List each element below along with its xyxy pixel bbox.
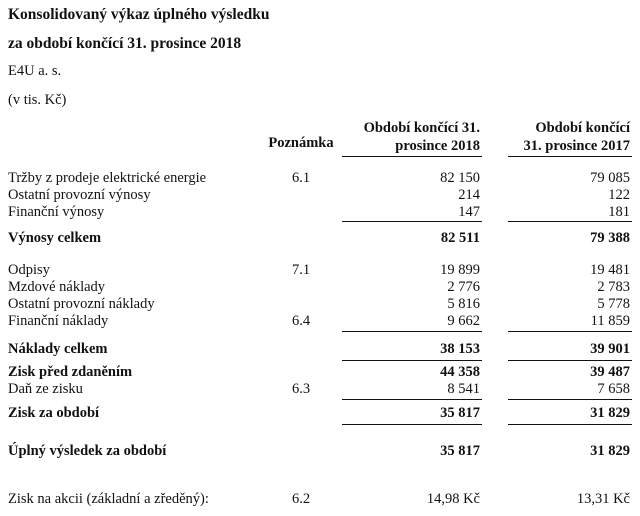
column-header-note: Poznámka	[268, 135, 334, 151]
row-label-comprehensive-income: Úplný výsledek za období	[8, 443, 167, 459]
row-value-2018: 14,98 Kč	[426, 491, 480, 507]
row-value-2018: 8 541	[447, 381, 480, 397]
subtotal-rule-2018	[342, 221, 482, 222]
company-name: E4U a. s.	[8, 63, 62, 79]
row-value-2017: 181	[608, 204, 630, 220]
row-value-2017: 122	[608, 187, 630, 203]
header-rule-2018	[342, 156, 482, 157]
subtotal-rule-2017	[508, 221, 632, 222]
row-label-revenue-electricity: Tržby z prodeje elektrické energie	[8, 170, 207, 186]
row-value-2018: 9 662	[447, 313, 480, 329]
row-label-depreciation: Odpisy	[8, 262, 50, 278]
row-note: 6.3	[291, 381, 311, 397]
row-value-2017: 5 778	[597, 296, 630, 312]
row-label-income-tax: Daň ze zisku	[8, 381, 83, 397]
row-note: 6.1	[291, 170, 311, 186]
subtotal-rule-2017	[508, 399, 632, 400]
subtotal-rule-2018	[342, 331, 482, 332]
row-value-2018: 44 358	[440, 364, 480, 380]
row-value-2018: 147	[458, 204, 480, 220]
row-value-2017: 39 487	[590, 364, 630, 380]
row-value-2018: 19 899	[440, 262, 480, 278]
row-note: 7.1	[291, 262, 311, 278]
row-value-2018: 82 511	[440, 230, 480, 246]
row-label-total-income: Výnosy celkem	[8, 230, 102, 246]
statement-period: za období končící 31. prosince 2018	[8, 35, 242, 52]
subtotal-rule-2018	[342, 399, 482, 400]
row-value-2017: 13,31 Kč	[576, 491, 630, 507]
row-value-2017: 39 901	[590, 341, 630, 357]
row-value-2017: 31 829	[590, 443, 630, 459]
subtotal-rule-2017	[508, 424, 632, 425]
row-value-2017: 2 783	[597, 279, 630, 295]
row-label-financial-income: Finanční výnosy	[8, 204, 105, 220]
statement-title: Konsolidovaný výkaz úplného výsledku	[8, 6, 270, 23]
row-note: 6.2	[291, 491, 311, 507]
row-label-earnings-per-share: Zisk na akcii (základní a zředěný):	[8, 491, 209, 507]
column-header-2017-line2: 31. prosince 2017	[523, 138, 630, 154]
row-label-profit-for-period: Zisk za období	[8, 405, 100, 421]
units-label: (v tis. Kč)	[8, 92, 67, 108]
row-value-2018: 5 816	[447, 296, 480, 312]
row-label-financial-costs: Finanční náklady	[8, 313, 109, 329]
column-header-2018-line2: prosince 2018	[395, 138, 480, 154]
header-rule-2017	[508, 156, 632, 157]
row-label-profit-before-tax: Zisk před zdaněním	[8, 364, 133, 380]
row-label-other-operating-costs: Ostatní provozní náklady	[8, 296, 155, 312]
row-value-2017: 79 085	[590, 170, 630, 186]
column-header-2017-line1: Období končící	[535, 120, 630, 136]
row-label-total-costs: Náklady celkem	[8, 341, 108, 357]
row-label-other-operating-income: Ostatní provozní výnosy	[8, 187, 151, 203]
subtotal-rule-2017	[508, 331, 632, 332]
row-value-2017: 7 658	[597, 381, 630, 397]
row-value-2018: 2 776	[447, 279, 480, 295]
row-value-2018: 38 153	[440, 341, 480, 357]
subtotal-rule-2018	[342, 424, 482, 425]
row-value-2017: 31 829	[590, 405, 630, 421]
subtotal-rule-2018	[342, 360, 482, 361]
row-value-2017: 79 388	[590, 230, 630, 246]
row-value-2017: 19 481	[590, 262, 630, 278]
column-header-2018	[340, 119, 480, 155]
column-header-2017	[490, 119, 630, 155]
row-value-2018: 214	[458, 187, 480, 203]
row-label-wages: Mzdové náklady	[8, 279, 106, 295]
row-value-2017: 11 859	[590, 313, 630, 329]
row-value-2018: 35 817	[440, 405, 480, 421]
row-value-2018: 82 150	[440, 170, 480, 186]
row-note: 6.4	[291, 313, 311, 329]
column-header-2018-line1: Období končící 31.	[363, 120, 480, 136]
row-value-2018: 35 817	[440, 443, 480, 459]
subtotal-rule-2017	[508, 360, 632, 361]
